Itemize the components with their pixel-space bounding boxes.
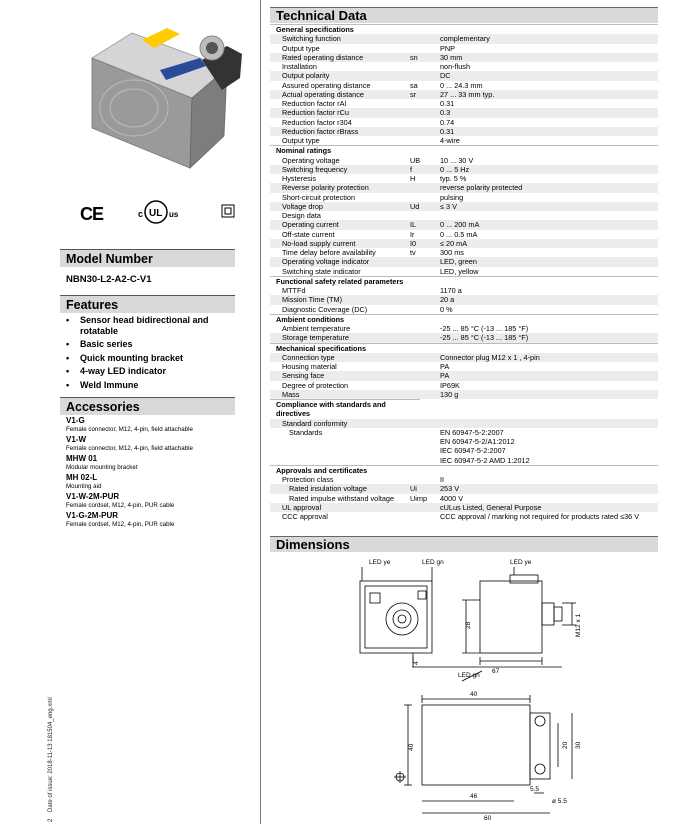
spec-row: [270, 174, 658, 183]
spec-label: Operating voltage indicator: [282, 257, 370, 267]
spec-label: Standard conformity: [282, 418, 348, 428]
spec-section-heading: [270, 343, 658, 353]
spec-row: [270, 118, 658, 127]
accessories-heading: Accessories: [60, 397, 235, 415]
spec-row: [270, 419, 658, 428]
accessory-name: V1-G-2M-PUR: [66, 511, 119, 520]
spec-value: PA: [440, 371, 450, 381]
spec-section-heading: [270, 399, 420, 419]
spec-symbol: sr: [410, 89, 417, 99]
spec-value: 1170 a: [440, 286, 462, 295]
spec-label: Switching function: [282, 34, 341, 44]
spec-label: CCC approval: [282, 512, 328, 521]
spec-label: Sensing face: [282, 371, 325, 381]
spec-value: cULus Listed, General Purpose: [440, 502, 542, 512]
spec-value: 4000 V: [440, 493, 464, 503]
spec-symbol: f: [410, 164, 413, 174]
accessory-name: V1-W-2M-PUR: [66, 492, 120, 501]
spec-row: [270, 286, 658, 295]
spec-value: typ. 5 %: [440, 174, 467, 183]
accessory-name: V1-W: [66, 435, 86, 444]
spec-row: [270, 248, 658, 257]
spec-value: 0 ... 0.5 mA: [440, 229, 478, 239]
spec-value: 0.3: [440, 108, 451, 118]
spec-label: Time delay before availability: [282, 248, 376, 257]
spec-row: [270, 34, 658, 43]
spec-label: UL approval: [282, 502, 322, 512]
spec-row: [270, 156, 658, 165]
dim-40-width: 40: [470, 691, 478, 698]
spec-value: 0 ... 5 Hz: [440, 164, 470, 174]
spec-value: 0 ... 24.3 mm: [440, 80, 483, 90]
dim-m12: M12 x 1: [575, 613, 582, 637]
footer-text: Date of issue: 2018-11-13 181504_eng.xml: [48, 697, 54, 812]
spec-value: 30 mm: [440, 52, 463, 62]
spec-label: No-load supply current: [282, 238, 356, 248]
side-view-outline: [480, 581, 542, 653]
spec-label: Ambient temperature: [282, 324, 351, 333]
technical-data-heading: Technical Data: [270, 7, 658, 23]
accessories-list: [66, 416, 246, 530]
spec-row: [270, 475, 658, 484]
dim-60: 60: [484, 815, 492, 822]
dimensions-drawing: [262, 553, 672, 823]
spec-values: [440, 428, 530, 465]
dimensions-heading: Dimensions: [270, 536, 658, 552]
model-number-heading: Model Number: [60, 249, 235, 267]
spec-value: ≤ 3 V: [440, 201, 457, 211]
product-photo: [72, 8, 252, 173]
spec-symbol: I0: [410, 238, 417, 248]
spec-value: PNP: [440, 43, 456, 53]
spec-section-label: Compliance with standards and directives: [276, 400, 386, 419]
spec-label: Short-circuit protection: [282, 192, 355, 202]
dim-28: 28: [465, 621, 472, 629]
spec-label: Voltage drop: [282, 201, 323, 211]
spec-label: Reduction factor rCu: [282, 108, 349, 118]
spec-value: Connector plug M12 x 1 , 4-pin: [440, 352, 540, 362]
spec-symbol: Uimp: [410, 493, 428, 503]
spec-label: Storage temperature: [282, 333, 349, 343]
accessory-desc: Female connector, M12, 4-pin, field attachable: [66, 445, 193, 452]
spec-label: Output polarity: [282, 71, 330, 81]
top-view-outline: [422, 705, 530, 785]
issue-date-footer: [48, 697, 54, 822]
page-number: 2: [48, 818, 54, 822]
spec-symbol: H: [410, 174, 416, 183]
spec-row: [270, 353, 658, 362]
spec-row: [270, 295, 658, 304]
accessory-desc: Female connector, M12, 4-pin, field attachable: [66, 426, 193, 433]
spec-section-label: Mechanical specifications: [276, 343, 367, 353]
column-divider: [260, 0, 261, 824]
spec-row: [270, 99, 658, 108]
spec-row: [270, 381, 658, 390]
spec-row: [270, 165, 658, 174]
spec-row: [270, 136, 658, 145]
spec-row: [270, 202, 658, 211]
spec-value: 300 ms: [440, 248, 464, 257]
spec-row: [270, 257, 658, 266]
spec-label: Mission Time (TM): [282, 295, 342, 305]
spec-label: Connection type: [282, 352, 335, 362]
spec-section-label: General specifications: [276, 25, 354, 34]
spec-value: 0 %: [440, 304, 453, 314]
spec-row: [270, 333, 658, 342]
spec-row: [270, 211, 658, 220]
spec-value: 27 ... 33 mm typ.: [440, 89, 495, 99]
spec-row: [270, 362, 658, 371]
accessory-desc: Modular mounting bracket: [66, 464, 138, 471]
spec-label: Diagnostic Coverage (DC): [282, 304, 368, 314]
spec-symbol: sa: [410, 80, 418, 90]
spec-row: [270, 267, 658, 276]
dim-4: 4: [413, 661, 420, 665]
spec-row: [270, 183, 658, 192]
features-heading: Features: [60, 295, 235, 313]
spec-value: -25 ... 85 °C (-13 ... 185 °F): [440, 324, 529, 333]
front-view-outline: [360, 581, 432, 653]
spec-row: [270, 512, 658, 521]
spec-section-heading: [270, 314, 658, 324]
spec-row: [270, 239, 658, 248]
spec-label: Output type: [282, 43, 320, 53]
feature-item: • Quick mounting bracket: [66, 353, 236, 364]
technical-data-table: [270, 24, 658, 521]
led-ye-label: LED ye: [369, 559, 391, 566]
spec-label: Standards: [289, 427, 323, 437]
spec-label: Reduction factor r304: [282, 117, 352, 127]
spec-value: CCC approval / marking not required for products rated ≤36 V: [440, 512, 640, 521]
spec-value: 20 a: [440, 295, 455, 305]
spec-label: Installation: [282, 62, 317, 71]
spec-label: Operating current: [282, 220, 339, 230]
feature-item: • 4-way LED indicator: [66, 366, 236, 377]
spec-value: pulsing: [440, 192, 464, 202]
spec-value: 0.74: [440, 117, 455, 127]
spec-symbol: UB: [410, 155, 421, 165]
accessory-name: V1-G: [66, 416, 85, 425]
spec-value: LED, yellow: [440, 266, 479, 276]
spec-label: Assured operating distance: [282, 80, 371, 90]
spec-row: [270, 428, 658, 465]
spec-value: complementary: [440, 34, 490, 44]
dim-20: 20: [562, 741, 569, 749]
spec-label: Off-state current: [282, 229, 335, 239]
spec-section-heading: [270, 24, 658, 34]
spec-section-heading: [270, 276, 658, 286]
spec-row: [270, 494, 658, 503]
spec-row: [270, 220, 658, 229]
spec-value: 253 V: [440, 484, 460, 494]
accessory-desc: Female cordset, M12, 4-pin, PUR cable: [66, 502, 175, 509]
ce-mark-icon: CE: [80, 204, 104, 224]
spec-label: Rated operating distance: [282, 52, 364, 62]
spec-section-label: Nominal ratings: [276, 146, 332, 156]
model-number: NBN30-L2-A2-C-V1: [66, 274, 152, 285]
feature-item: • Basic series: [66, 339, 236, 350]
spec-symbol: IL: [410, 220, 417, 230]
spec-symbol: Ir: [410, 229, 415, 239]
spec-section-label: Approvals and certificates: [276, 465, 368, 475]
spec-row: [270, 371, 658, 380]
spec-symbol: tv: [410, 248, 416, 257]
led-ye-label: LED ye: [510, 559, 532, 566]
spec-value: ≤ 20 mA: [440, 238, 468, 248]
spec-label: Housing material: [282, 362, 337, 371]
spec-value: non-flush: [440, 62, 471, 71]
spec-section-heading: [270, 145, 658, 155]
spec-label: Rated insulation voltage: [289, 484, 367, 494]
spec-value: 0 ... 200 mA: [440, 220, 480, 230]
spec-value: 10 ... 30 V: [440, 155, 474, 165]
led-gn-label: LED gn: [422, 559, 444, 566]
spec-label: Reduction factor rBrass: [282, 126, 359, 136]
dim-46: 46: [470, 793, 478, 800]
spec-value: EN 60947-5-2/A1:2012: [440, 437, 515, 446]
dim-40-height: 40: [408, 743, 415, 751]
spec-row: [270, 230, 658, 239]
dim-hole-5-5: ø 5.5: [552, 798, 567, 805]
spec-label: Output type: [282, 136, 320, 145]
spec-row: [270, 44, 658, 53]
protection-class-ii-icon: [221, 204, 235, 218]
accessory-desc: Female cordset, M12, 4-pin, PUR cable: [66, 521, 175, 528]
spec-label: Reverse polarity protection: [282, 183, 369, 193]
feature-item: • Weld Immune: [66, 380, 236, 391]
spec-label: Rated impulse withstand voltage: [289, 493, 395, 503]
svg-text:us: us: [169, 210, 179, 219]
spec-label: Reduction factor rAl: [282, 99, 347, 108]
spec-row: [270, 305, 658, 314]
spec-label: MTTFd: [282, 286, 306, 295]
spec-section-label: Ambient conditions: [276, 314, 345, 324]
spec-label: Protection class: [282, 475, 334, 484]
spec-row: [270, 81, 658, 90]
spec-value: II: [440, 475, 445, 484]
accessory-name: MH 02-L: [66, 473, 98, 482]
spec-value: EN 60947-5-2:2007: [440, 427, 504, 437]
spec-label: Operating voltage: [282, 155, 340, 165]
spec-label: Mass: [282, 389, 300, 399]
spec-value: 0.31: [440, 126, 455, 136]
accessory-name: MHW 01: [66, 454, 98, 463]
led-gn-label: LED gn: [458, 672, 480, 679]
spec-symbol: Ud: [410, 201, 420, 211]
dim-5-5: 5.5: [530, 786, 540, 793]
spec-label: Switching frequency: [282, 164, 348, 174]
spec-label: Switching state indicator: [282, 266, 361, 276]
spec-value: reverse polarity protected: [440, 183, 523, 193]
spec-symbol: Ui: [410, 484, 417, 494]
spec-label: Degree of protection: [282, 380, 349, 390]
feature-item: • Sensor head bidirectional and rotatable: [66, 315, 236, 336]
spec-row: [270, 90, 658, 99]
spec-value: 0.31: [440, 99, 455, 108]
spec-value: 130 g: [440, 389, 459, 399]
spec-row: [270, 324, 658, 333]
spec-value: PA: [440, 362, 450, 371]
spec-value: IP69K: [440, 380, 460, 390]
svg-text:UL: UL: [149, 208, 163, 219]
spec-row: [270, 503, 658, 512]
spec-value: LED, green: [440, 257, 477, 267]
features-list: [66, 315, 236, 393]
spec-value: IEC 60947-5-2:2007: [440, 446, 506, 456]
spec-label: Hysteresis: [282, 174, 317, 183]
spec-row: [270, 71, 658, 80]
spec-row: [270, 193, 658, 202]
spec-row: [270, 127, 658, 136]
spec-label: Actual operating distance: [282, 89, 364, 99]
svg-text:c: c: [138, 209, 144, 219]
spec-row: [270, 53, 658, 62]
spec-symbol: sn: [410, 52, 418, 62]
spec-value: -25 ... 85 °C (-13 ... 185 °F): [440, 333, 529, 343]
spec-value: 4-wire: [440, 136, 460, 145]
spec-row: [270, 484, 658, 493]
spec-section-label: Functional safety related parameters: [276, 276, 404, 286]
spec-row: [270, 62, 658, 71]
spec-row: [270, 390, 658, 399]
spec-value: DC: [440, 71, 451, 81]
spec-label: Design data: [282, 211, 321, 220]
ul-mark-icon: [136, 197, 188, 227]
dim-30: 30: [575, 741, 582, 749]
spec-section-heading: [270, 465, 658, 475]
dim-67: 67: [492, 668, 500, 675]
spec-row: [270, 108, 658, 117]
accessory-desc: Mounting aid: [66, 483, 102, 490]
spec-value: IEC 60947-5-2 AMD 1:2012: [440, 455, 530, 465]
